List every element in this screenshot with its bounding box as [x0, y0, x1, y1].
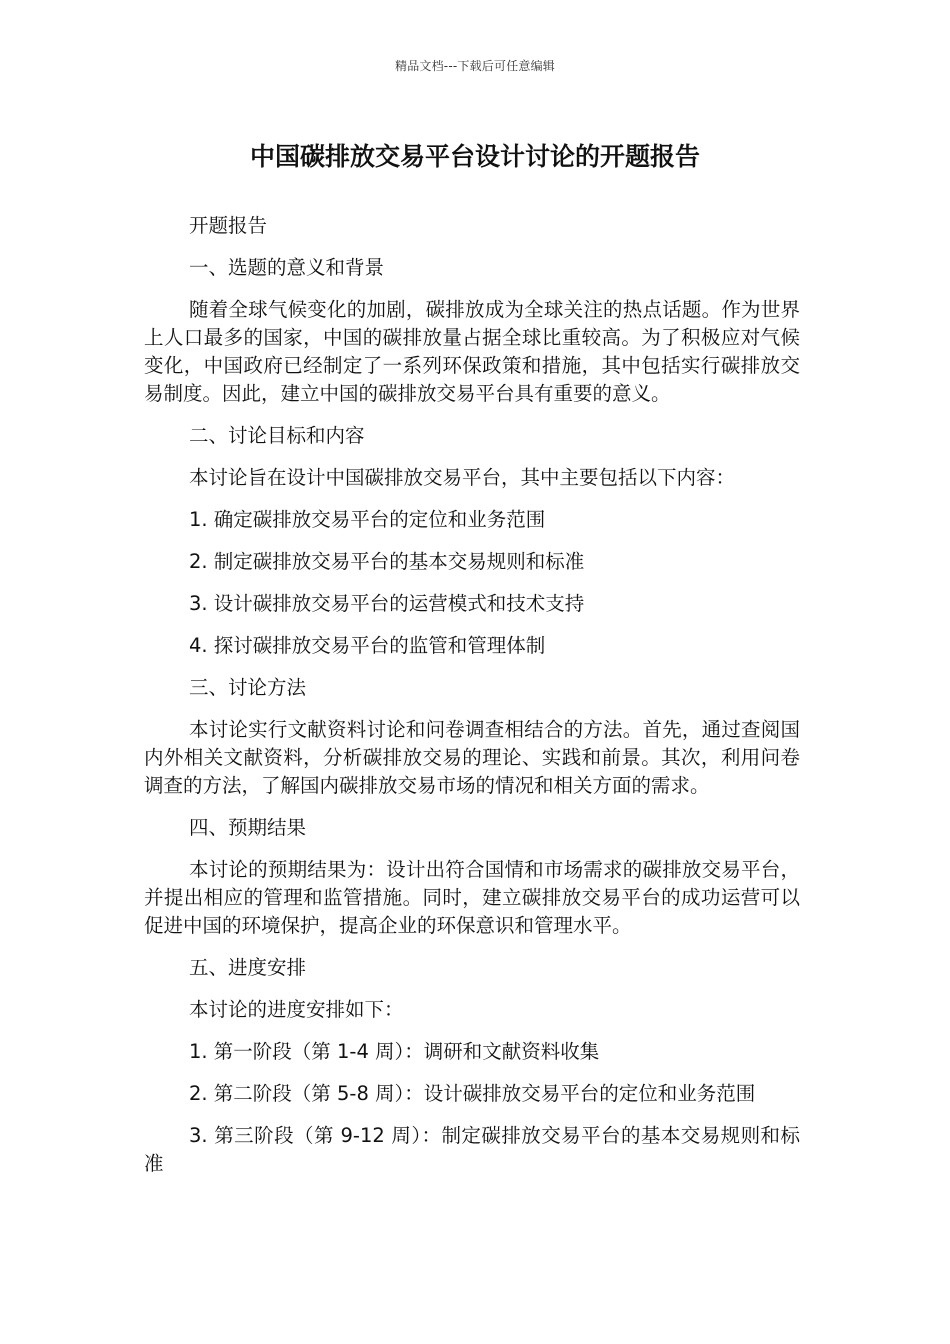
paragraph-method: 本讨论实行文献资料讨论和问卷调查相结合的方法。首先，通过查阅国内外相关文献资料，分析碳排放交易的理论、实践和前景。其次，利用问卷调查的方法，了解国内碳排放交易市场的情况和相关方面的需求。 [144, 718, 800, 797]
paragraph-schedule-intro: 本讨论的进度安排如下： [189, 998, 404, 1021]
document-body [144, 212, 800, 1192]
section-heading-3: 三、讨论方法 [189, 676, 307, 699]
list-item-goal-2: 2. 制定碳排放交易平台的基本交易规则和标准 [189, 550, 585, 573]
heading-report: 开题报告 [189, 214, 268, 237]
list-item-goal-4: 4. 探讨碳排放交易平台的监管和管理体制 [189, 634, 546, 657]
section-heading-1: 一、选题的意义和背景 [189, 256, 385, 279]
list-item-goal-3: 3. 设计碳排放交易平台的运营模式和技术支持 [189, 592, 585, 615]
list-item-phase-1: 1. 第一阶段（第 1-4 周）：调研和文献资料收集 [189, 1040, 600, 1063]
list-item-phase-3: 3. 第三阶段（第 9-12 周）：制定碳排放交易平台的基本交易规则和标准 [144, 1124, 800, 1175]
list-item-phase-2: 2. 第二阶段（第 5-8 周）：设计碳排放交易平台的定位和业务范围 [189, 1082, 756, 1105]
list-item-goal-1: 1. 确定碳排放交易平台的定位和业务范围 [189, 508, 546, 531]
paragraph-background: 随着全球气候变化的加剧，碳排放成为全球关注的热点话题。作为世界上人口最多的国家，中国的碳排放量占据全球比重较高。为了积极应对气候变化，中国政府已经制定了一系列环保政策和措施，其中包括实行碳排放交易制度。因此，建立中国的碳排放交易平台具有重要的意义。 [144, 298, 800, 405]
document-title: 中国碳排放交易平台设计讨论的开题报告 [249, 142, 700, 171]
header-note: 精品文档---下载后可任意编辑 [395, 59, 555, 73]
paragraph-goals-intro: 本讨论旨在设计中国碳排放交易平台，其中主要包括以下内容： [189, 466, 736, 489]
paragraph-expected-results: 本讨论的预期结果为：设计出符合国情和市场需求的碳排放交易平台，并提出相应的管理和监管措施。同时，建立碳排放交易平台的成功运营可以促进中国的环境保护，提高企业的环保意识和管理水平。 [144, 858, 800, 937]
section-heading-2: 二、讨论目标和内容 [189, 424, 365, 447]
section-heading-5: 五、进度安排 [189, 956, 307, 979]
section-heading-4: 四、预期结果 [189, 816, 307, 839]
